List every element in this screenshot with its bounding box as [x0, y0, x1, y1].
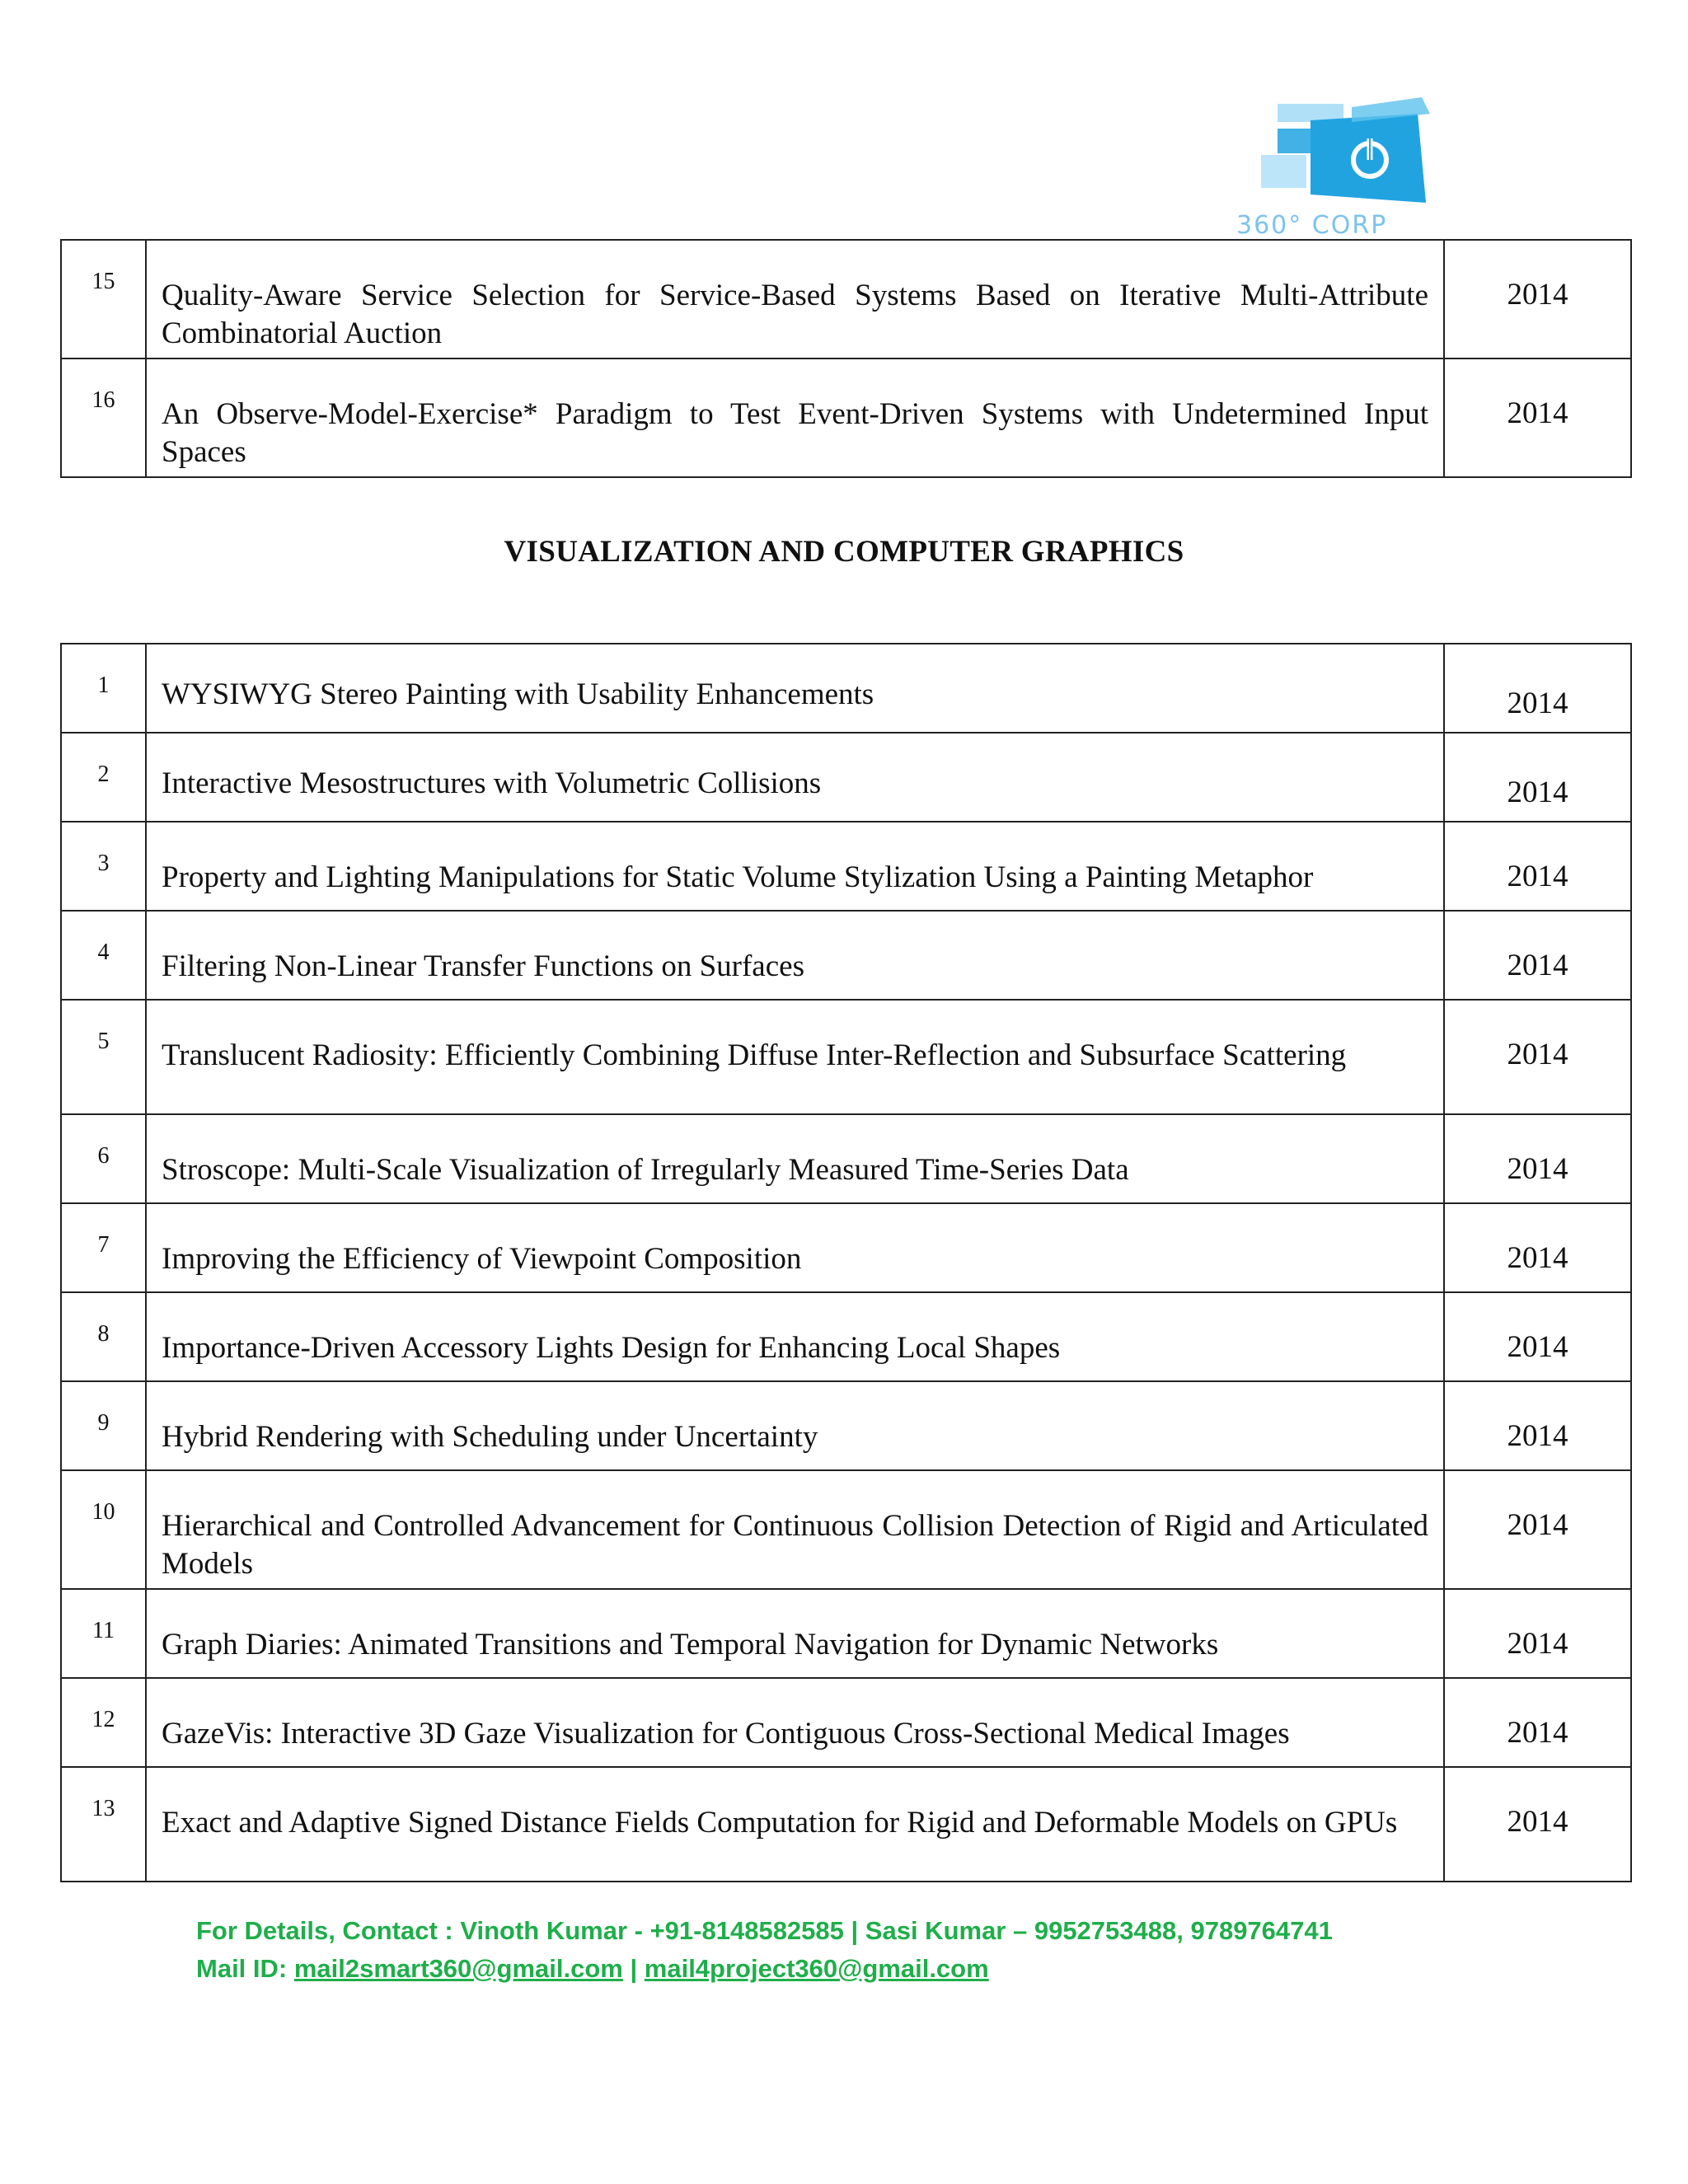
- table-row: [61, 240, 1631, 359]
- table-row: [61, 733, 1631, 822]
- project-year: 2014: [1444, 1292, 1631, 1381]
- table-row: [61, 1678, 1631, 1767]
- project-year: 2014: [1444, 359, 1631, 477]
- project-year: 2014: [1444, 240, 1631, 359]
- project-year: 2014: [1444, 1381, 1631, 1470]
- row-number: 9: [61, 1381, 146, 1470]
- project-year: 2014: [1444, 644, 1631, 733]
- project-year: 2014: [1444, 733, 1631, 822]
- contact-footer: [196, 1912, 1333, 1988]
- table-row: [61, 1470, 1631, 1589]
- row-number: 12: [61, 1678, 146, 1767]
- project-year: 2014: [1444, 1470, 1631, 1589]
- row-number: 7: [61, 1203, 146, 1292]
- table-row: [61, 1381, 1631, 1470]
- visualization-projects-table: [60, 643, 1632, 1882]
- project-title: Quality-Aware Service Selection for Service-Based Systems Based on Iterative Multi-Attribute Combinatorial Auction: [146, 240, 1444, 359]
- project-title: Filtering Non-Linear Transfer Functions on Surfaces: [146, 911, 1444, 1000]
- row-number: 13: [61, 1767, 146, 1882]
- project-year: 2014: [1444, 1203, 1631, 1292]
- project-title: GazeVis: Interactive 3D Gaze Visualization for Contiguous Cross-Sectional Medical Images: [146, 1678, 1444, 1767]
- project-year: 2014: [1444, 822, 1631, 911]
- project-title: Hybrid Rendering with Scheduling under Uncertainty: [146, 1381, 1444, 1470]
- project-title: Exact and Adaptive Signed Distance Fields Computation for Rigid and Deformable Models on GPUs: [146, 1767, 1444, 1882]
- row-number: 4: [61, 911, 146, 1000]
- mail-label: Mail ID:: [196, 1954, 288, 1983]
- row-number: 1: [61, 644, 146, 733]
- project-title: Improving the Efficiency of Viewpoint Composition: [146, 1203, 1444, 1292]
- project-title: Importance-Driven Accessory Lights Design for Enhancing Local Shapes: [146, 1292, 1444, 1381]
- project-year: 2014: [1444, 911, 1631, 1000]
- project-title: An Observe-Model-Exercise* Paradigm to Test Event-Driven Systems with Undetermined Input Spaces: [146, 359, 1444, 477]
- row-number: 6: [61, 1114, 146, 1203]
- project-year: 2014: [1444, 1114, 1631, 1203]
- logo-text: 360° CORP: [1236, 211, 1388, 240]
- section-heading: VISUALIZATION AND COMPUTER GRAPHICS: [504, 535, 1184, 569]
- project-title: Stroscope: Multi-Scale Visualization of Irregularly Measured Time-Series Data: [146, 1114, 1444, 1203]
- project-title: Hierarchical and Controlled Advancement for Continuous Collision Detection of Rigid and Articulated Models: [146, 1470, 1444, 1589]
- email-link-2[interactable]: mail4project360@gmail.com: [644, 1954, 989, 1983]
- row-number: 2: [61, 733, 146, 822]
- row-number: 15: [61, 240, 146, 359]
- row-number: 8: [61, 1292, 146, 1381]
- project-title: Translucent Radiosity: Efficiently Combining Diffuse Inter-Reflection and Subsurface Scattering: [146, 1000, 1444, 1114]
- row-number: 16: [61, 359, 146, 477]
- project-title: Property and Lighting Manipulations for Static Volume Stylization Using a Painting Metaphor: [146, 822, 1444, 911]
- row-number: 10: [61, 1470, 146, 1589]
- power-icon: [1228, 97, 1475, 241]
- company-logo: [1228, 97, 1475, 241]
- project-year: 2014: [1444, 1767, 1631, 1882]
- project-year: 2014: [1444, 1678, 1631, 1767]
- table-row: [61, 359, 1631, 477]
- email-separator: |: [630, 1954, 638, 1983]
- project-year: 2014: [1444, 1589, 1631, 1678]
- table-row: [61, 644, 1631, 733]
- table-row: [61, 822, 1631, 911]
- project-title: WYSIWYG Stereo Painting with Usability Enhancements: [146, 644, 1444, 733]
- project-title: Interactive Mesostructures with Volumetric Collisions: [146, 733, 1444, 822]
- mail-line: [196, 1950, 1333, 1988]
- table-row: [61, 1114, 1631, 1203]
- top-projects-table: [60, 239, 1632, 478]
- contact-line: For Details, Contact : Vinoth Kumar - +91-8148582585 | Sasi Kumar – 9952753488, 9789764741: [196, 1916, 1333, 1945]
- top-projects-body: [61, 240, 1631, 477]
- project-year: 2014: [1444, 1000, 1631, 1114]
- table-row: [61, 1767, 1631, 1882]
- project-title: Graph Diaries: Animated Transitions and Temporal Navigation for Dynamic Networks: [146, 1589, 1444, 1678]
- table-row: [61, 1292, 1631, 1381]
- row-number: 3: [61, 822, 146, 911]
- table-row: [61, 1203, 1631, 1292]
- email-link-1[interactable]: mail2smart360@gmail.com: [293, 1954, 623, 1983]
- table-row: [61, 1589, 1631, 1678]
- row-number: 11: [61, 1589, 146, 1678]
- row-number: 5: [61, 1000, 146, 1114]
- table-row: [61, 911, 1631, 1000]
- table-row: [61, 1000, 1631, 1114]
